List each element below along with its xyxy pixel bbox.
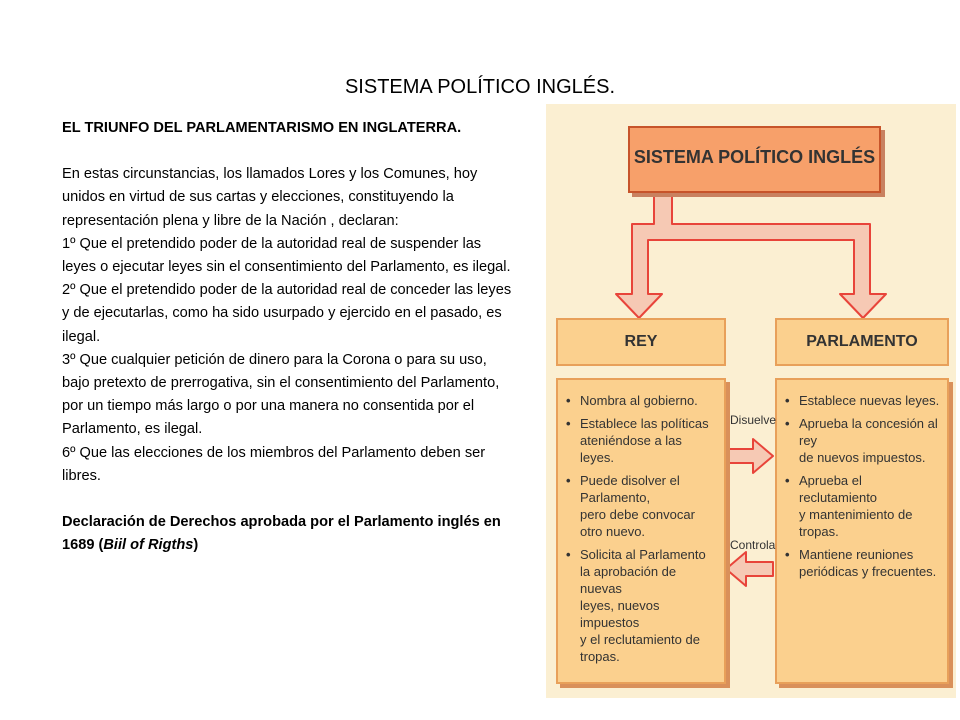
list-item: • Puede disolver el Parlamento, pero debe convocar otro nuevo. xyxy=(564,472,718,540)
list-item: • Establece las políticas ateniéndose a las leyes. xyxy=(564,415,718,466)
parlamento-box xyxy=(775,378,949,684)
text-source xyxy=(62,511,512,557)
text-block xyxy=(62,117,512,557)
list-item: • Establece nuevas leyes. xyxy=(783,392,941,409)
list-item: • Aprueba el reclutamiento y mantenimiento de tropas. xyxy=(783,472,941,540)
source-suffix: ) xyxy=(193,537,199,554)
branch-connector xyxy=(616,189,886,318)
slide-title: SISTEMA POLÍTICO INGLÉS. xyxy=(344,76,616,98)
controla-label: Controla xyxy=(730,538,776,552)
list-item: • Aprueba la concesión al rey de nuevos impuestos. xyxy=(783,415,941,466)
list-item: • Solicita al Parlamento la aprobación de nuevas leyes, nuevos impuestos y el reclutamiento de tropas. xyxy=(564,546,718,665)
parlamento-header: PARLAMENTO xyxy=(775,318,949,366)
rey-box xyxy=(556,378,726,684)
text-point-3: 3º Que cualquier petición de dinero para la Corona o para su uso, bajo pretexto de prerrogativa, sin el consentimiento del Parlamento, por un tiempo más largo o por una manera no consentida por el Parlamento, es ilegal. xyxy=(62,351,500,438)
diagram-title: SISTEMA POLÍTICO INGLÉS xyxy=(633,147,876,167)
controla-arrow xyxy=(726,552,773,586)
text-point-1: 1º Que el pretendido poder de la autoridad real de suspender las leyes o ejecutar leyes sin el consentimiento del Parlamento, es ilegal. xyxy=(62,235,511,276)
text-intro: En estas circunstancias, los llamados Lores y los Comunes, hoy unidos en virtud de sus cartas y elecciones, constituyendo la representación plena y libre de la Nación , declaran: xyxy=(62,166,478,229)
disuelve-arrow xyxy=(726,439,773,473)
parlamento-list xyxy=(783,392,941,580)
list-item: • Nombra al gobierno. xyxy=(564,392,718,409)
rey-list xyxy=(564,392,718,665)
diagram-title-box xyxy=(628,126,881,193)
disuelve-label: Disuelve xyxy=(730,413,777,427)
text-point-2: 2º Que el pretendido poder de la autoridad real de conceder las leyes y de ejecutarlas, como ha sido usurpado y ejercido en el pasado, es ilegal. xyxy=(62,282,512,345)
text-point-6: 6º Que las elecciones de los miembros del Parlamento deben ser libres. xyxy=(62,444,486,484)
source-title: Biil of Rigths xyxy=(103,537,194,554)
list-item: • Mantiene reuniones periódicas y frecuentes. xyxy=(783,546,941,580)
rey-header: REY xyxy=(556,318,726,366)
source-prefix: Declaración de Derechos aprobada por el Parlamento inglés en 1689 ( xyxy=(62,514,501,554)
text-heading: EL TRIUNFO DEL PARLAMENTARISMO EN INGLATERRA. xyxy=(62,120,462,136)
